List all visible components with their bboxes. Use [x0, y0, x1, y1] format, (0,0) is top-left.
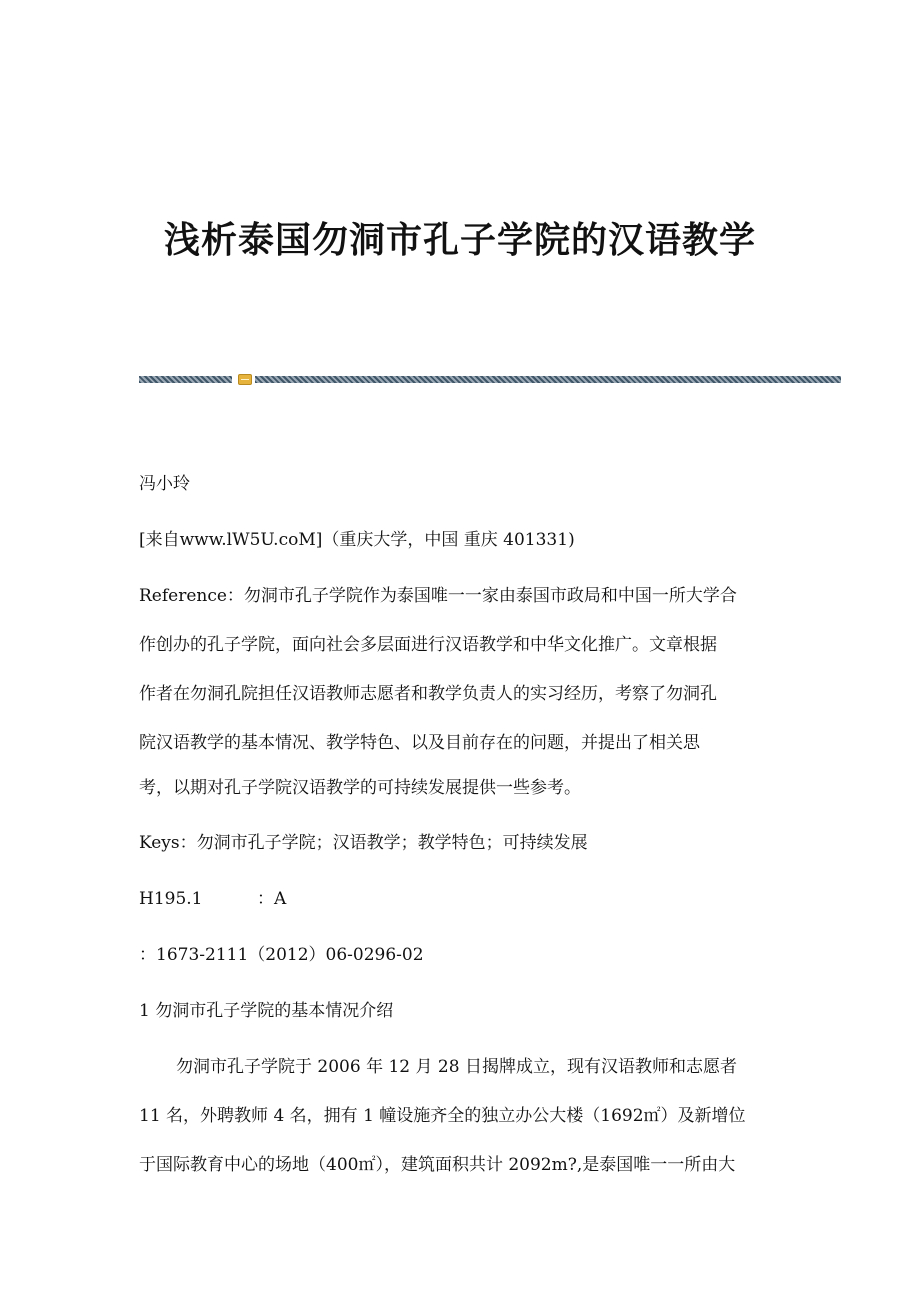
divider-left-segment: [139, 376, 232, 383]
divider-right-segment: [255, 376, 841, 383]
abstract-line: 院汉语教学的基本情况、教学特色、以及目前存在的问题，并提出了相关思: [139, 733, 700, 753]
divider-ornament-icon: [238, 374, 252, 385]
abstract-line: Reference：勿洞市孔子学院作为泰国唯一一家由泰国市政局和中国一所大学合: [139, 586, 737, 606]
abstract-line: 作创办的孔子学院，面向社会多层面进行汉语教学和中华文化推广。文章根据: [139, 635, 717, 655]
article-id: ：1673-2111（2012）06-0296-02: [139, 945, 424, 965]
abstract-line: 作者在勿洞孔院担任汉语教师志愿者和教学负责人的实习经历，考察了勿洞孔: [139, 684, 717, 704]
title-divider: [139, 374, 841, 386]
section-heading: 1 勿洞市孔子学院的基本情况介绍: [139, 1001, 394, 1021]
keywords: Keys：勿洞市孔子学院；汉语教学；教学特色；可持续发展: [139, 833, 588, 853]
author-name: 冯小玲: [139, 474, 190, 494]
body-line: 11 名，外聘教师 4 名，拥有 1 幢设施齐全的独立办公大楼（1692㎡）及新增位: [139, 1106, 746, 1126]
classification-line: [139, 887, 286, 911]
body-line: 于国际教育中心的场地（400㎡），建筑面积共计 2092m?,是泰国唯一一所由大: [139, 1155, 736, 1175]
document-code: ：A: [257, 889, 287, 909]
document-title: 浅析泰国勿洞市孔子学院的汉语教学: [163, 220, 756, 261]
body-line: 勿洞市孔子学院于 2006 年 12 月 28 日揭牌成立，现有汉语教师和志愿者: [176, 1057, 737, 1077]
abstract-line: 考，以期对孔子学院汉语教学的可持续发展提供一些参考。: [139, 778, 581, 798]
author-affiliation: [来自www.lW5U.coM]（重庆大学，中国 重庆 401331): [139, 530, 575, 550]
classification-code: H195.1: [139, 889, 203, 909]
